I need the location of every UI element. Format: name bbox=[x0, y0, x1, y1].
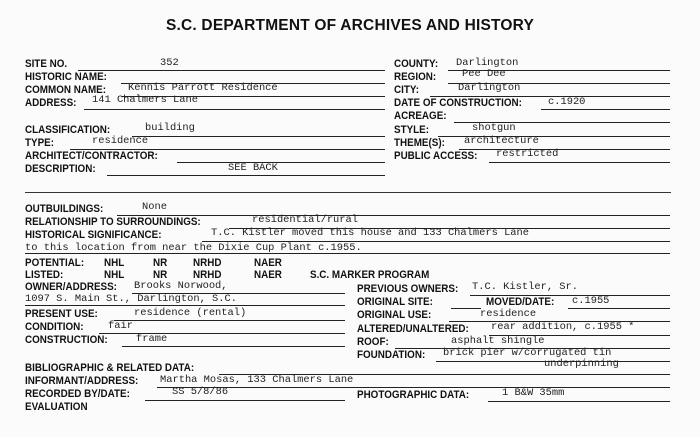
county-label: COUNTY: bbox=[394, 58, 439, 70]
public-access-label: PUBLIC ACCESS: bbox=[394, 150, 478, 162]
foundation-label: FOUNDATION: bbox=[357, 349, 426, 361]
outbuildings-label: OUTBUILDINGS: bbox=[25, 203, 104, 215]
classification-label: CLASSIFICATION: bbox=[25, 124, 111, 136]
county-value: Darlington bbox=[456, 57, 519, 69]
type-value: residence bbox=[92, 135, 149, 147]
public-access-value: restricted bbox=[496, 148, 559, 160]
owner-address-label: OWNER/ADDRESS: bbox=[25, 281, 117, 293]
potential-nrhd: NRHD bbox=[193, 257, 222, 269]
moved-date-line bbox=[568, 308, 670, 309]
recorded-value: SS 5/8/86 bbox=[172, 386, 229, 398]
potential-nr: NR bbox=[153, 257, 168, 269]
site-no-label: SITE NO. bbox=[25, 58, 68, 70]
architect-label: ARCHITECT/CONTRACTOR: bbox=[25, 150, 158, 162]
outbuildings-value: None bbox=[142, 201, 167, 213]
common-name-value: Kennis Parrott Residence bbox=[128, 82, 278, 94]
potential-label: POTENTIAL: bbox=[25, 257, 85, 269]
foundation-value-1: brick pier w/corrugated tin bbox=[443, 347, 612, 359]
construction-value: frame bbox=[136, 333, 168, 345]
description-label: DESCRIPTION: bbox=[25, 163, 96, 175]
date-construction-line bbox=[541, 109, 670, 110]
themes-label: THEME(S): bbox=[394, 137, 445, 149]
roof-label: ROOF: bbox=[357, 336, 389, 348]
listed-label: LISTED: bbox=[25, 269, 64, 281]
region-value: Pee Dee bbox=[462, 68, 506, 80]
construction-line bbox=[122, 346, 345, 347]
style-value: shotgun bbox=[472, 122, 516, 134]
type-label: TYPE: bbox=[25, 137, 55, 149]
listed-nr: NR bbox=[153, 269, 168, 281]
original-site-label: ORIGINAL SITE: bbox=[357, 296, 433, 308]
architect-line bbox=[177, 162, 385, 163]
informant-value: Martha Mosas, 133 Chalmers Lane bbox=[160, 374, 354, 386]
photographic-line bbox=[488, 401, 670, 402]
present-use-line bbox=[114, 320, 345, 321]
recorded-label: RECORDED BY/DATE: bbox=[25, 388, 130, 400]
construction-label: CONSTRUCTION: bbox=[25, 334, 108, 346]
present-use-label: PRESENT USE: bbox=[25, 308, 98, 320]
altered-value: rear addition, c.1955 * bbox=[491, 321, 635, 333]
acreage-label: ACREAGE: bbox=[394, 110, 447, 122]
present-use-value: residence (rental) bbox=[134, 307, 247, 319]
owner-address-value-1: Brooks Norwood, bbox=[134, 280, 228, 292]
historical-significance-value-2: to this location from near the Dixie Cup Plant c.1955. bbox=[25, 242, 362, 254]
style-label: STYLE: bbox=[394, 124, 430, 136]
address-label: ADDRESS: bbox=[25, 97, 77, 109]
listed-nrhd: NRHD bbox=[193, 269, 222, 281]
address-value: 141 Chalmers Lane bbox=[92, 94, 199, 106]
public-access-line bbox=[489, 162, 670, 163]
form-title: S.C. DEPARTMENT OF ARCHIVES AND HISTORY bbox=[165, 17, 535, 34]
region-label: REGION: bbox=[394, 71, 437, 83]
informant-line bbox=[157, 387, 670, 388]
altered-label: ALTERED/UNALTERED: bbox=[357, 323, 469, 335]
original-use-value: residence bbox=[480, 308, 537, 320]
classification-line bbox=[132, 136, 385, 137]
site-no-line bbox=[78, 70, 385, 71]
city-value: Darlington bbox=[458, 82, 521, 94]
common-name-label: COMMON NAME: bbox=[25, 84, 106, 96]
classification-value: building bbox=[145, 122, 195, 134]
marker-program-label: S.C. MARKER PROGRAM bbox=[310, 269, 430, 281]
condition-value: fair bbox=[108, 320, 133, 332]
moved-date-label: MOVED/DATE: bbox=[486, 296, 555, 308]
informant-label: INFORMANT/ADDRESS: bbox=[25, 375, 139, 387]
evaluation-label: EVALUATION bbox=[25, 401, 88, 413]
previous-owners-value: T.C. Kistler, Sr. bbox=[472, 281, 579, 293]
original-use-label: ORIGINAL USE: bbox=[357, 309, 432, 321]
relationship-value: residential/rural bbox=[252, 214, 359, 226]
potential-nhl: NHL bbox=[104, 257, 125, 269]
address-line bbox=[84, 109, 385, 110]
relationship-label: RELATIONSHIP TO SURROUNDINGS: bbox=[25, 216, 201, 228]
description-line bbox=[107, 175, 385, 176]
original-site-line bbox=[451, 308, 481, 309]
listed-nhl: NHL bbox=[104, 269, 125, 281]
photographic-label: PHOTOGRAPHIC DATA: bbox=[357, 389, 470, 401]
description-value: SEE BACK bbox=[228, 162, 278, 174]
themes-line bbox=[459, 149, 670, 150]
bibliographic-label: BIBLIOGRAPHIC & RELATED DATA: bbox=[25, 362, 195, 374]
themes-value: architecture bbox=[464, 135, 539, 147]
photographic-value: 1 B&W 35mm bbox=[502, 387, 565, 399]
section-divider bbox=[25, 192, 671, 193]
moved-date-value: c.1955 bbox=[572, 295, 610, 307]
historic-name-label: HISTORIC NAME: bbox=[25, 71, 107, 83]
site-no-value: 352 bbox=[160, 57, 179, 69]
owner-address-line-2 bbox=[25, 305, 345, 306]
city-label: CITY: bbox=[394, 84, 419, 96]
roof-value: asphalt shingle bbox=[451, 335, 545, 347]
foundation-value-2: underpinning bbox=[544, 358, 619, 370]
owner-address-value-2: 1097 S. Main St., Darlington, S.C. bbox=[25, 293, 238, 305]
date-construction-label: DATE OF CONSTRUCTION: bbox=[394, 97, 522, 109]
listed-naer: NAER bbox=[254, 269, 282, 281]
recorded-line bbox=[145, 400, 345, 401]
potential-naer: NAER bbox=[254, 257, 282, 269]
historical-significance-label: HISTORICAL SIGNIFICANCE: bbox=[25, 229, 162, 241]
historical-significance-value-1: T.C. Kistler moved this house and 133 Chalmers Lane bbox=[211, 227, 530, 239]
condition-label: CONDITION: bbox=[25, 321, 84, 333]
previous-owners-label: PREVIOUS OWNERS: bbox=[357, 283, 459, 295]
date-construction-value: c.1920 bbox=[548, 96, 586, 108]
